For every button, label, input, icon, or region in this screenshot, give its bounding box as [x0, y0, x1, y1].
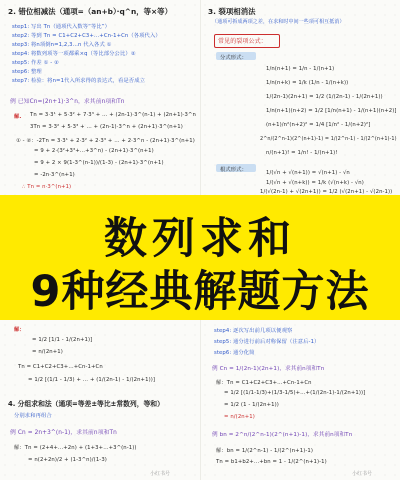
- section-4-heading: 4. 分组求和法（通项=等差±等比±常数列，等和）: [8, 400, 164, 408]
- example-1-line: = -2n·3^(n+1): [34, 172, 75, 178]
- example-3b-line: 解：bn = 1/(2^n-1) - 1/(2^(n+1)-1): [216, 448, 314, 454]
- fraction-formula: 2^n/(2^n-1)(2^(n+1)-1) = 1/(2^n-1) - 1/(2^(n+1)-1): [260, 136, 397, 142]
- step-line: step1: 写出 Tn（通项代入数等“等比”）: [12, 24, 111, 30]
- fraction-formula: 1/n(n+k) = 1/k (1/n - 1/(n+k)): [266, 80, 349, 86]
- example-1-line: ∴ Tn = n·3^(n+1): [22, 184, 72, 190]
- step-line: step4: 将数列项等一项都乘×q（等比部分公比）②: [12, 51, 136, 57]
- example-1-line: = 9 + 2·(3²+3³+…+3^n) - (2n+1)·3^(n+1): [34, 148, 154, 154]
- banner-title-line-1: 数列求和: [104, 214, 296, 264]
- example-3-line: = 1/2 (1 - 1/(2n+1)): [224, 402, 279, 408]
- mid-line: Tn = C1+C2+C3+…+Cn-1+Cn: [18, 364, 103, 370]
- solution-marker: 解.: [14, 114, 22, 120]
- example-1-line: = 9 + 2 × 9(1-3^(n-1))/(1-3) - (2n+1)·3^(n+1): [34, 160, 164, 166]
- mid-solution-marker: 解：: [14, 327, 25, 333]
- mid-line: = n/(2n+1): [32, 349, 63, 355]
- fraction-formula: 1/(2n-1)(2n+1) = 1/2 (1/(2n-1) - 1/(2n+1)): [266, 94, 383, 100]
- fraction-formula: 1/n(n+1)(n+2) = 1/2 [1/n(n+1) - 1/(n+1)(n+2)]: [266, 108, 397, 114]
- step-line: step3: 将n项倒n=1,2,3…n 代入各式 ①: [12, 42, 112, 48]
- example-1-title: 例 已知Cn=(2n+1)·3^n，求其前n项和Tn: [10, 99, 125, 105]
- fraction-formula: (n+1)/n²(n+2)² = 1/4 [1/n² - 1/(n+2)²]: [266, 122, 371, 128]
- example-3b-line: Tn = b1+b2+…+bn = 1 - 1/(2^(n+1)-1): [216, 459, 327, 465]
- example-3-line: 解：Tn = C1+C2+C3+…+Cn-1+Cn: [216, 380, 312, 386]
- mid-line: = 1/2 [(1/1 - 1/3) + … + (1/(2n-1) - 1/(2n+1))]: [28, 377, 156, 383]
- section-2-heading: 2. 错位相减法（通项=（an+b）·q^n，等×等）: [8, 7, 172, 16]
- fraction-formula: 1/n(n+1) = 1/n - 1/(n+1): [266, 66, 335, 72]
- mid-line: = 1/2 [1/1 - 1/(2n+1)]: [32, 337, 93, 343]
- example-3-title: 例 Cn = 1/(2n-1)(2n+1)，求其前n项和Tn: [212, 366, 325, 372]
- example-3-line: = n/(2n+1): [224, 414, 255, 420]
- example-4-line: = n(2+2n)/2 + (1-3^n)/(1-3): [28, 457, 107, 463]
- radical-form-label: 根式形式：: [220, 167, 247, 173]
- fraction-formula: n/(n+1)! = 1/n! - 1/(n+1)!: [266, 150, 338, 156]
- example-1-line: 3Tn = 3·3² + 5·3³ + … + (2n-1)·3^n + (2n+1)·3^(n+1): [30, 124, 183, 130]
- step-line: step6: 整理: [12, 69, 42, 75]
- radical-formula: 1/(√n + √(n+k)) = 1/k (√(n+k) - √n): [266, 180, 364, 186]
- watermark: 小红书号: [150, 471, 171, 477]
- step-line: step2: 等到 Tn = C1+C2+C3+…+Cn-1+Cn（各项代入）: [12, 33, 161, 39]
- example-3-line: = 1/2 [(1/1-1/3)+(1/3-1/5)+…+(1/(2n-1)-1/(2n+1))]: [224, 390, 366, 396]
- watermark: 小红书号: [352, 471, 373, 477]
- radical-formula: 1/(√(2n-1) + √(2n+1)) = 1/2 (√(2n+1) - √(2n-1)): [260, 189, 393, 195]
- section-3-subtitle: （通项可拆成两项之差，在求和时中间一些项可相互抵消）: [212, 19, 345, 25]
- radical-formula: 1/(√n + √(n+1)) = √(n+1) - √n: [266, 170, 350, 176]
- example-1-line: ① - ②：-2Tn = 3·3¹ + 2·3² + 2·3³ + … + 2·3^n - (2n+1)·3^(n+1): [16, 138, 195, 144]
- formula-title: 常见的裂项公式：: [218, 38, 267, 45]
- example-3b-title: 例 bn = 2^n/(2^n-1)(2^(n+1)-1)，求其前n项和Tn: [212, 432, 353, 438]
- example-4-line: 解：Tn = (2+4+…+2n) + (1+3+…+3^(n-1)): [14, 445, 137, 451]
- step-line: step5: 作差 ① - ②: [12, 60, 59, 66]
- fraction-form-label: 分式形式：: [220, 55, 247, 61]
- step-note: step6: 通分化简: [214, 350, 255, 356]
- step-note: step5: 通分进行前后对称保留（注意后-1）: [214, 339, 320, 345]
- section-3-heading: 3. 裂项相消法: [208, 7, 256, 16]
- banner-title-line-2: 9种经典解题方法: [30, 267, 370, 317]
- example-4-title: 例 Cn = 2n+3^(n-1)，求其前n项和Tn: [10, 430, 117, 436]
- step-line: step7: 检验：将n=1代入所求得的表达式，看是否成立: [12, 78, 146, 84]
- example-1-line: Tn = 3·3¹ + 5·3² + 7·3³ + … + (2n-1)·3^(n-1) + (2n+1)·3^n: [30, 112, 196, 118]
- step-note: step4: 逐次写出前几项以便观察: [214, 328, 293, 334]
- section-4-subtitle: 分别求和再组合: [14, 413, 52, 419]
